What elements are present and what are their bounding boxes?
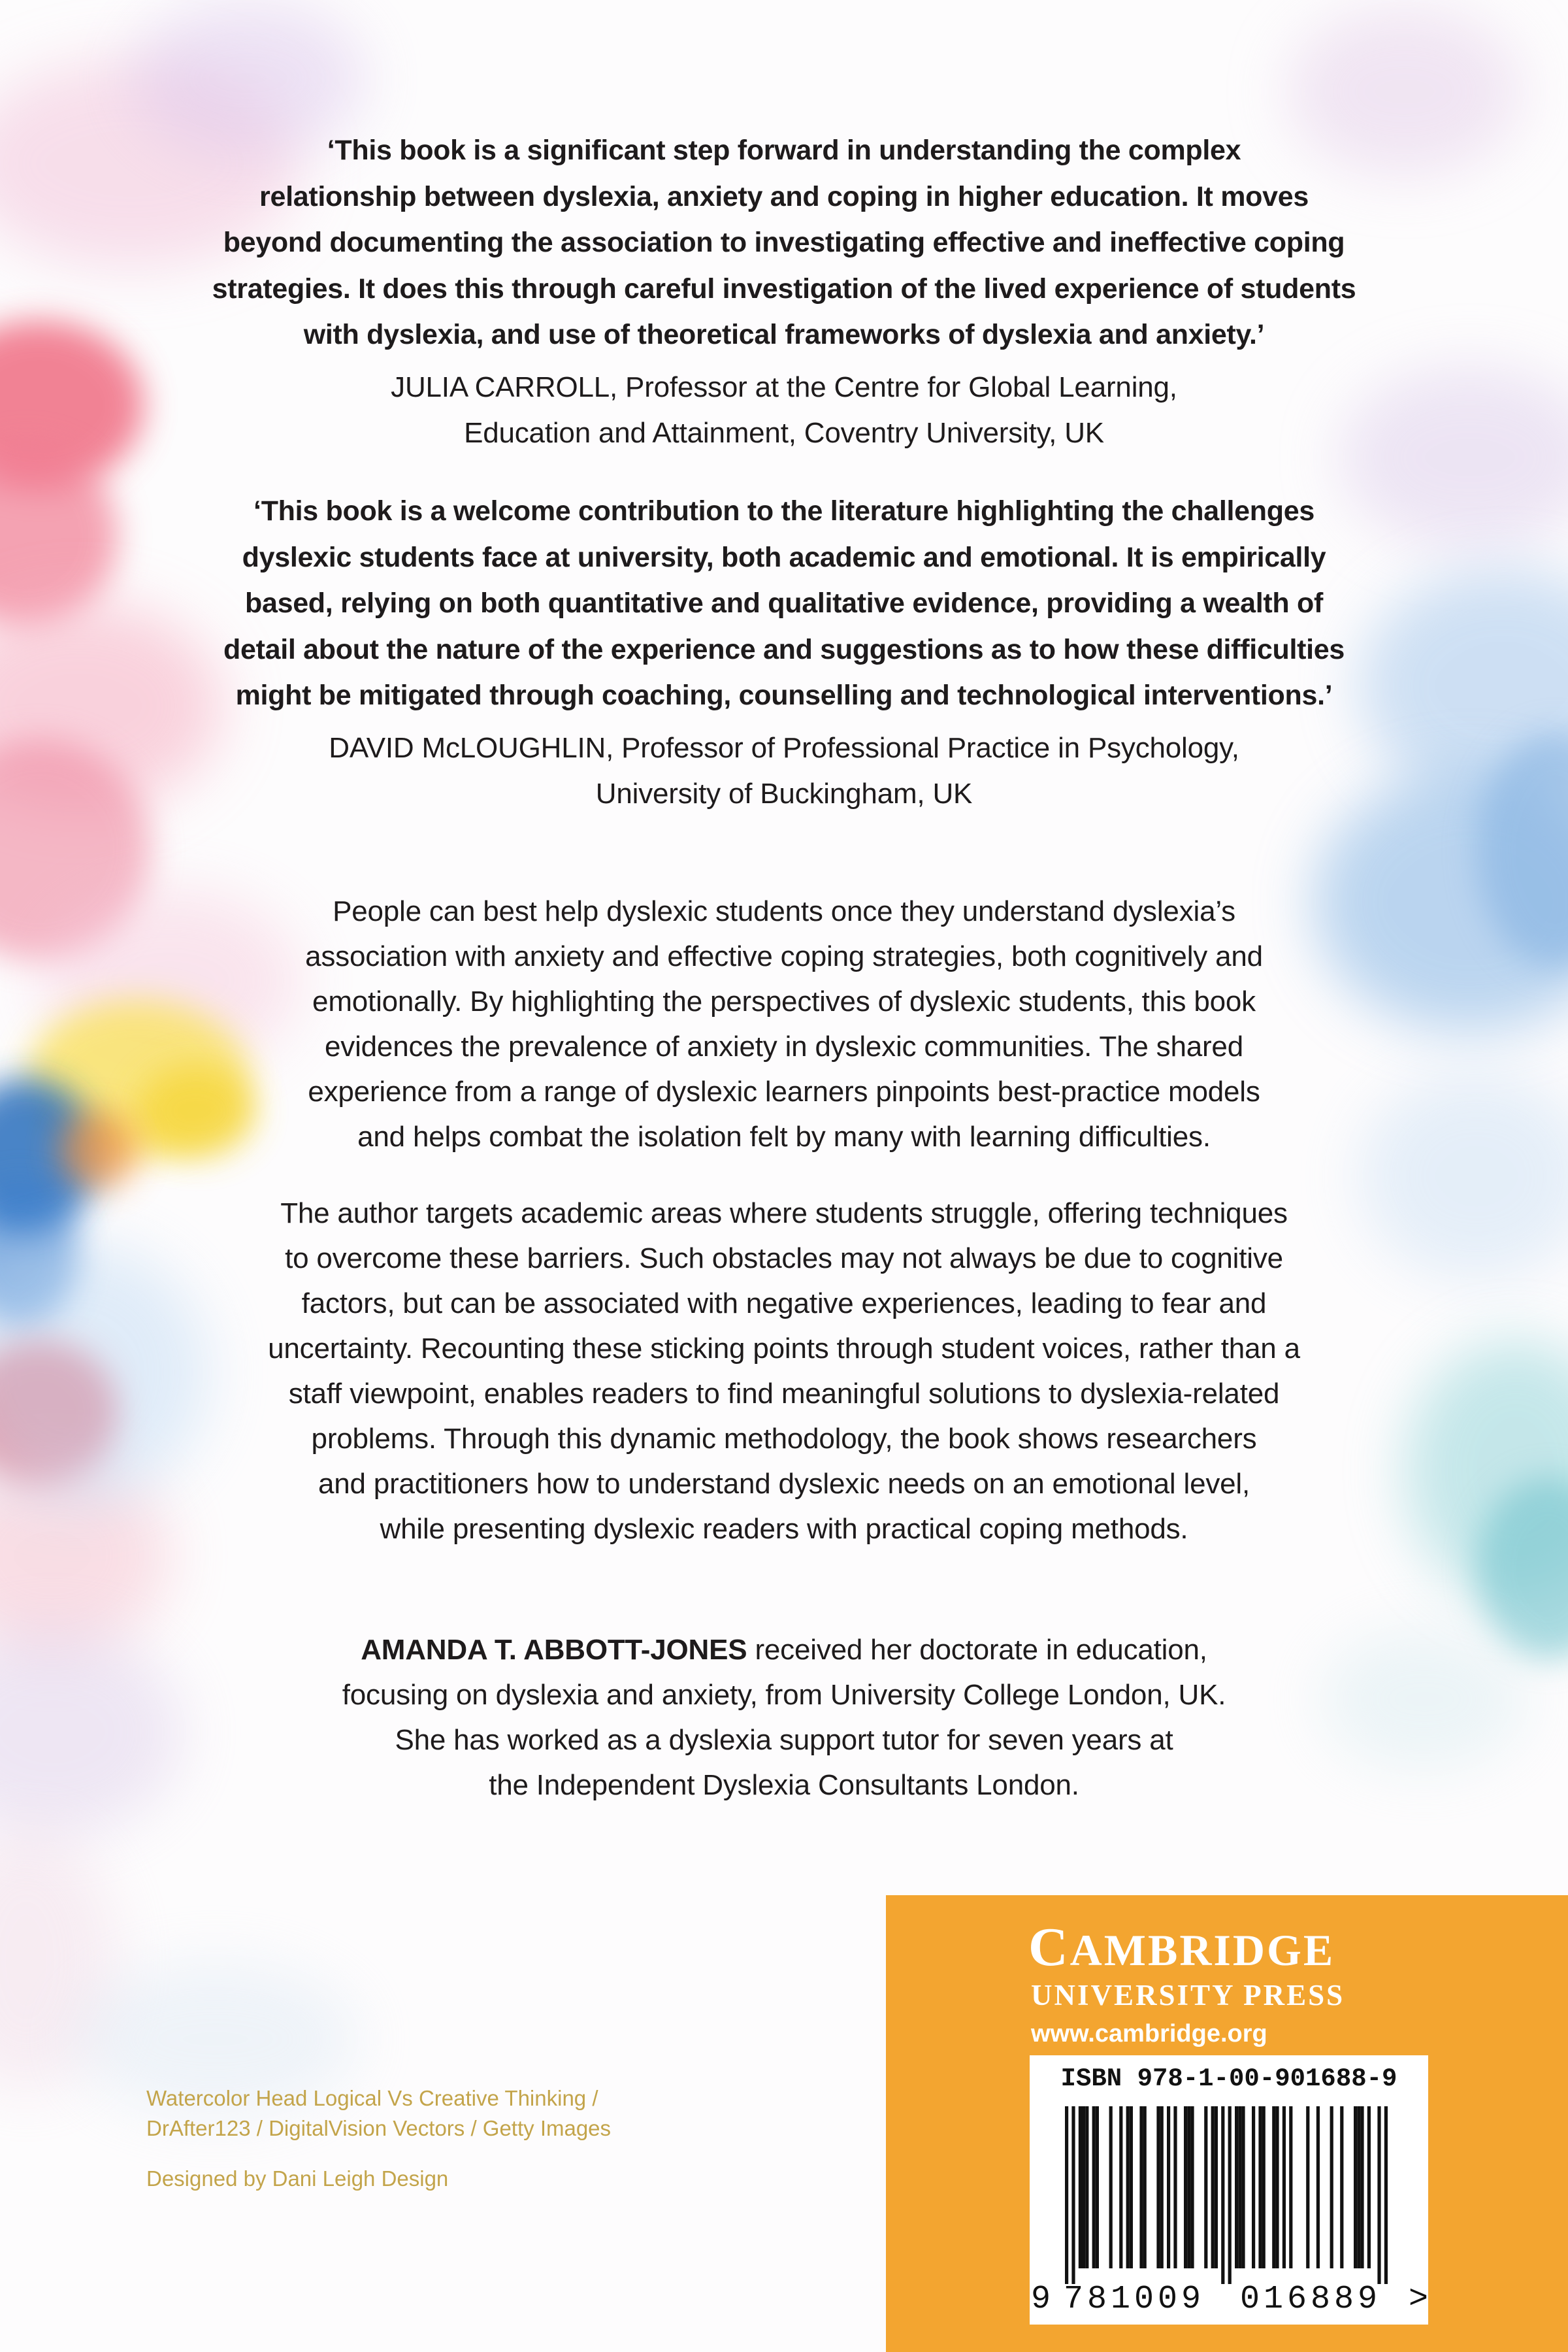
author-bio-line: She has worked as a dyslexia support tutor for seven years at xyxy=(395,1724,1173,1756)
ean-left-digits: 781009 xyxy=(1064,2281,1205,2318)
barcode-bar xyxy=(1340,2106,1343,2268)
blurb-paragraph-1 xyxy=(131,889,1437,1159)
image-credit-line-2: DrAfter123 / DigitalVision Vectors / Getty Images xyxy=(146,2116,612,2140)
publisher-name-initial: C xyxy=(1028,1917,1070,1978)
ean-first-digit: 9 xyxy=(1031,2281,1051,2318)
barcode-bar xyxy=(1330,2106,1333,2268)
quote-line: strategies. It does this through careful investigation of the lived experience of students xyxy=(212,273,1356,305)
ean-quiet-zone-marker: > xyxy=(1409,2281,1429,2318)
barcode-bar xyxy=(1184,2106,1187,2268)
barcode-bar xyxy=(1082,2106,1085,2268)
quote-line: ‘This book is a welcome contribution to the literature highlighting the challenges xyxy=(253,495,1315,527)
blurb-line: and helps combat the isolation felt by many with learning difficulties. xyxy=(357,1121,1211,1153)
blurb-line: experience from a range of dyslexic learners pinpoints best-practice models xyxy=(308,1076,1260,1108)
barcode-guard-bar xyxy=(1384,2106,1388,2284)
publisher-press: UNIVERSITY PRESS xyxy=(1031,1979,1345,2012)
barcode-guard-bar xyxy=(1377,2106,1380,2284)
blurb-line: problems. Through this dynamic methodology, the book shows researchers xyxy=(311,1423,1257,1455)
barcode-bar xyxy=(1360,2106,1364,2268)
blurb-line: to overcome these barriers. Such obstacles may not always be due to cognitive xyxy=(285,1242,1283,1274)
author-bio xyxy=(131,1627,1437,1808)
barcode-bar xyxy=(1275,2106,1279,2268)
author-name: AMANDA T. ABBOTT-JONES xyxy=(361,1634,747,1666)
barcode-bar xyxy=(1357,2106,1360,2268)
endorsement-attribution xyxy=(131,725,1437,817)
barcode-guard-bar xyxy=(1221,2106,1224,2284)
barcode-guard-bar xyxy=(1065,2106,1068,2284)
barcode-bar xyxy=(1316,2106,1320,2268)
barcode-bar xyxy=(1204,2106,1207,2268)
author-bio-line xyxy=(131,1627,1437,1672)
barcode-bar xyxy=(1272,2106,1275,2268)
barcode-bar xyxy=(1079,2106,1082,2268)
attribution-line: DAVID McLOUGHLIN, Professor of Professional Practice in Psychology, xyxy=(329,731,1239,764)
publisher-logo-name xyxy=(1028,1917,1335,1978)
blurb-line: factors, but can be associated with negative experiences, leading to fear and xyxy=(301,1287,1267,1319)
attribution-line: Education and Attainment, Coventry University, UK xyxy=(464,416,1104,449)
blurb-line: association with anxiety and effective coping strategies, both cognitively and xyxy=(305,940,1263,972)
endorsement-quote xyxy=(131,488,1437,719)
barcode-bar xyxy=(1354,2106,1357,2268)
author-bio-line: the Independent Dyslexia Consultants London. xyxy=(489,1769,1079,1801)
barcode-guard-bar xyxy=(1228,2106,1232,2284)
author-bio-line: focusing on dyslexia and anxiety, from University College London, UK. xyxy=(342,1679,1226,1711)
barcode-bar xyxy=(1156,2106,1160,2268)
quote-line: dyslexic students face at university, both academic and emotional. It is empirically xyxy=(242,541,1326,573)
blurb-line: while presenting dyslexic readers with practical coping methods. xyxy=(380,1513,1188,1545)
barcode-bar xyxy=(1289,2106,1292,2268)
barcode-bar xyxy=(1241,2106,1245,2268)
barcode-bar xyxy=(1119,2106,1122,2268)
attribution-line: JULIA CARROLL, Professor at the Centre for Global Learning, xyxy=(391,371,1177,403)
barcode-bars xyxy=(1041,2106,1415,2284)
quote-line: ‘This book is a significant step forward in understanding the complex xyxy=(327,135,1241,166)
barcode-bar xyxy=(1258,2106,1262,2268)
barcode-bar xyxy=(1238,2106,1241,2268)
barcode-bar xyxy=(1160,2106,1164,2268)
blurb-line: uncertainty. Recounting these sticking points through student voices, rather than a xyxy=(268,1333,1300,1365)
barcode-bar xyxy=(1235,2106,1238,2268)
isbn-barcode xyxy=(1030,2055,1428,2325)
blurb-line: The author targets academic areas where students struggle, offering techniques xyxy=(280,1197,1288,1229)
author-bio-text: received her doctorate in education, xyxy=(747,1634,1207,1666)
endorsement-1 xyxy=(131,127,1437,456)
barcode-bar xyxy=(1252,2106,1255,2268)
blurb-line: and practitioners how to understand dyslexic needs on an emotional level, xyxy=(318,1468,1250,1500)
barcode-bar xyxy=(1139,2106,1143,2268)
ean-right-digits: 016889 xyxy=(1240,2281,1382,2318)
isbn-label: ISBN 978-1-00-901688-9 xyxy=(1060,2064,1397,2093)
barcode-bar xyxy=(1215,2106,1218,2268)
endorsement-quote xyxy=(131,127,1437,358)
barcode-bar xyxy=(1367,2106,1371,2268)
blurb-line: People can best help dyslexic students once they understand dyslexia’s xyxy=(333,895,1235,927)
blurb-line: staff viewpoint, enables readers to find meaningful solutions to dyslexia-related xyxy=(288,1378,1280,1410)
attribution-line: University of Buckingham, UK xyxy=(595,777,973,810)
image-credit-line-1: Watercolor Head Logical Vs Creative Thinking / xyxy=(146,2086,598,2110)
endorsement-2 xyxy=(131,488,1437,817)
barcode-bar xyxy=(1096,2106,1099,2268)
quote-line: beyond documenting the association to investigating effective and ineffective coping xyxy=(223,227,1345,258)
endorsement-attribution xyxy=(131,365,1437,456)
quote-line: with dyslexia, and use of theoretical frameworks of dyslexia and anxiety.’ xyxy=(303,319,1265,350)
publisher-website: www.cambridge.org xyxy=(1031,2020,1267,2047)
barcode-bar xyxy=(1085,2106,1088,2268)
quote-line: detail about the nature of the experience and suggestions as to how these difficulties xyxy=(223,633,1345,665)
barcode-bar xyxy=(1109,2106,1113,2268)
barcode-bar xyxy=(1173,2106,1177,2268)
barcode-bar xyxy=(1143,2106,1147,2268)
barcode-bar xyxy=(1282,2106,1286,2268)
quote-line: based, relying on both quantitative and qualitative evidence, providing a wealth of xyxy=(245,588,1323,619)
barcode-bar xyxy=(1167,2106,1170,2268)
barcode-bar xyxy=(1190,2106,1194,2268)
design-credit: Designed by Dani Leigh Design xyxy=(146,2166,449,2191)
publisher-panel xyxy=(886,1895,1568,2352)
quote-line: relationship between dyslexia, anxiety and coping in higher education. It moves xyxy=(259,180,1309,212)
blurb-line: emotionally. By highlighting the perspectives of dyslexic students, this book xyxy=(312,986,1256,1018)
barcode-bar xyxy=(1306,2106,1309,2268)
barcode-bar xyxy=(1211,2106,1215,2268)
blurb-line: evidences the prevalence of anxiety in dyslexic communities. The shared xyxy=(325,1031,1243,1063)
barcode-bar xyxy=(1130,2106,1133,2268)
barcode-bar xyxy=(1262,2106,1266,2268)
barcode-bar xyxy=(1092,2106,1096,2268)
barcode-bar xyxy=(1126,2106,1130,2268)
blurb-paragraph-2 xyxy=(131,1191,1437,1551)
barcode-guard-bar xyxy=(1071,2106,1075,2284)
barcode-bar xyxy=(1187,2106,1190,2268)
publisher-name-rest: AMBRIDGE xyxy=(1070,1925,1335,1975)
quote-line: might be mitigated through coaching, counselling and technological interventions.’ xyxy=(235,680,1333,711)
